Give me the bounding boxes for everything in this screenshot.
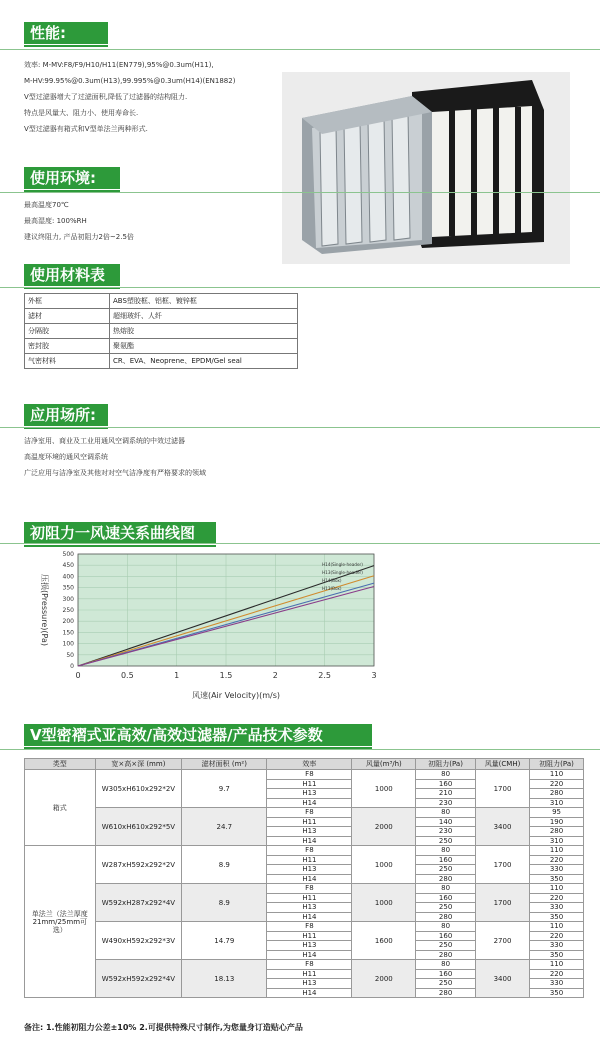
footnote: 备注: 1.性能初阻力公差±10% 2.可提供特殊尺寸制作,为您量身订造贴心产品: [24, 1023, 303, 1032]
materials-section: [0, 262, 600, 288]
spec-flow-m3h: 1000: [352, 846, 416, 884]
x-tick-label: 2.5: [318, 671, 332, 680]
spec-efficiency: H11: [267, 855, 352, 865]
material-value: ABS塑胶框、铝框、镀锌框: [110, 294, 298, 309]
spec-efficiency: H13: [267, 789, 352, 799]
environment-line: 最高湿度: 100%RH: [24, 217, 87, 225]
performance-line: 特点是风量大、阻力小、使用寿命长.: [24, 109, 139, 117]
spec-efficiency: H14: [267, 988, 352, 998]
y-tick-label: 450: [62, 562, 74, 570]
spec-resistance-2: 280: [530, 827, 584, 837]
x-tick-label: 2: [272, 671, 278, 680]
y-tick-label: 0: [70, 663, 74, 670]
legend-entry: H14(Box): [322, 578, 342, 583]
spec-efficiency: H14: [267, 874, 352, 884]
spec-efficiency: F8: [267, 960, 352, 970]
spec-resistance-1: 160: [416, 893, 476, 903]
materials-row: [25, 324, 298, 339]
materials-row: [25, 309, 298, 324]
spec-area: 14.79: [182, 922, 267, 960]
spec-efficiency: H13: [267, 941, 352, 951]
spec-efficiency: H13: [267, 903, 352, 913]
spec-resistance-2: 310: [530, 836, 584, 846]
spec-flow-cmh: 1700: [475, 770, 529, 808]
spec-resistance-1: 80: [416, 770, 476, 780]
spec-resistance-2: 330: [530, 865, 584, 875]
material-key: 滤材: [25, 309, 110, 324]
spec-size: W592xH287x292*4V: [95, 884, 182, 922]
spec-flow-cmh: 3400: [475, 960, 529, 998]
spec-resistance-1: 210: [416, 789, 476, 799]
spec-header-cell: 风量(m³/h): [352, 759, 416, 770]
y-tick-label: 50: [66, 651, 74, 659]
spec-resistance-1: 160: [416, 779, 476, 789]
spec-efficiency: H14: [267, 912, 352, 922]
spec-resistance-2: 330: [530, 903, 584, 913]
spec-resistance-2: 110: [530, 922, 584, 932]
spec-header-cell: 风量(CMH): [475, 759, 529, 770]
spec-efficiency: F8: [267, 846, 352, 856]
spec-efficiency: H13: [267, 827, 352, 837]
spec-resistance-1: 160: [416, 931, 476, 941]
spec-efficiency: H13: [267, 979, 352, 989]
spec-efficiency: F8: [267, 770, 352, 780]
spec-row: [25, 770, 584, 780]
y-tick-label: 200: [62, 618, 74, 626]
spec-resistance-2: 310: [530, 798, 584, 808]
spec-area: 9.7: [182, 770, 267, 808]
spec-resistance-2: 330: [530, 941, 584, 951]
spec-efficiency: H11: [267, 779, 352, 789]
spec-table: [24, 758, 584, 998]
spec-resistance-2: 110: [530, 770, 584, 780]
spec-resistance-1: 250: [416, 903, 476, 913]
spec-resistance-1: 250: [416, 865, 476, 875]
spec-resistance-1: 280: [416, 950, 476, 960]
spec-efficiency: H11: [267, 893, 352, 903]
spec-resistance-2: 350: [530, 950, 584, 960]
materials-row: [25, 354, 298, 369]
spec-area: 8.9: [182, 846, 267, 884]
spec-resistance-2: 330: [530, 979, 584, 989]
spec-flow-cmh: 1700: [475, 884, 529, 922]
spec-efficiency: H14: [267, 798, 352, 808]
materials-row: [25, 339, 298, 354]
spec-efficiency: H11: [267, 969, 352, 979]
spec-row: [25, 884, 584, 894]
spec-efficiency: H11: [267, 931, 352, 941]
y-tick-label: 500: [62, 551, 74, 558]
spec-resistance-2: 350: [530, 874, 584, 884]
environment-title: 使用环境:: [24, 167, 120, 189]
spec-resistance-1: 80: [416, 846, 476, 856]
spec-resistance-1: 230: [416, 798, 476, 808]
spec-row: [25, 922, 584, 932]
x-tick-label: 3: [371, 671, 377, 680]
spec-flow-m3h: 2000: [352, 960, 416, 998]
spec-resistance-1: 280: [416, 874, 476, 884]
spec-resistance-2: 110: [530, 960, 584, 970]
spec-flow-cmh: 2700: [475, 922, 529, 960]
material-value: 超细玻纤、人纤: [110, 309, 298, 324]
spec-resistance-2: 220: [530, 855, 584, 865]
y-tick-label: 300: [62, 595, 74, 603]
spec-resistance-2: 190: [530, 817, 584, 827]
spec-header-cell: 类型: [25, 759, 96, 770]
spec-header-cell: 宽×高×深 (mm): [95, 759, 182, 770]
spec-type: 单法兰（法兰厚度21mm/25mm可选）: [25, 846, 96, 998]
resistance-velocity-chart: [18, 550, 418, 710]
application-line: 广泛应用与洁净室及其他对对空气洁净度有严格要求的领域: [24, 469, 206, 477]
spec-resistance-2: 220: [530, 931, 584, 941]
spec-resistance-1: 80: [416, 960, 476, 970]
spec-size: W490xH592x292*3V: [95, 922, 182, 960]
spec-header-cell: 效率: [267, 759, 352, 770]
environment-line: 建议终阻力, 产品初阻力2倍~2.5倍: [24, 233, 134, 241]
material-key: 分隔胶: [25, 324, 110, 339]
environment-section: [0, 165, 600, 193]
x-tick-label: 0: [75, 671, 81, 680]
spec-resistance-1: 250: [416, 979, 476, 989]
spec-efficiency: H13: [267, 865, 352, 875]
spec-flow-m3h: 1000: [352, 770, 416, 808]
y-tick-label: 350: [62, 584, 74, 592]
material-value: CR、EVA、Neoprene、EPDM/Gel seal: [110, 354, 298, 369]
spec-efficiency: F8: [267, 922, 352, 932]
spec-resistance-1: 250: [416, 836, 476, 846]
spec-efficiency: H14: [267, 950, 352, 960]
legend-entry: H13(Single-header): [322, 570, 363, 575]
legend-entry: H13(Box): [322, 586, 342, 591]
performance-line: 效率: M-MV:F8/F9/H10/H11(EN779),95%@0.3um(H11),: [24, 61, 214, 69]
materials-row: [25, 294, 298, 309]
spec-header-cell: 初阻力(Pa): [530, 759, 584, 770]
spec-efficiency: H11: [267, 817, 352, 827]
spec-flow-m3h: 2000: [352, 808, 416, 846]
spec-efficiency: F8: [267, 808, 352, 818]
material-key: 外框: [25, 294, 110, 309]
performance-line: V型过滤器增大了过滤面积,降低了过滤器的结构阻力.: [24, 93, 188, 101]
spec-resistance-2: 220: [530, 969, 584, 979]
performance-line: V型过滤器有箱式和V型单法兰两种形式.: [24, 125, 148, 133]
spec-resistance-2: 110: [530, 884, 584, 894]
y-tick-label: 400: [62, 573, 74, 581]
performance-line: M-HV:99.95%@0.3um(H13),99.995%@0.3um(H14)(EN1882): [24, 77, 236, 85]
material-value: 聚氨酯: [110, 339, 298, 354]
x-axis-label: 风速(Air Velocity)(m/s): [191, 691, 281, 700]
spec-resistance-2: 110: [530, 846, 584, 856]
spec-resistance-2: 220: [530, 779, 584, 789]
materials-title: 使用材料表: [24, 264, 120, 286]
spec-size: W610xH610x292*5V: [95, 808, 182, 846]
spec-resistance-1: 280: [416, 988, 476, 998]
spec-header-cell: 初阻力(Pa): [416, 759, 476, 770]
spec-resistance-2: 95: [530, 808, 584, 818]
spec-resistance-1: 80: [416, 884, 476, 894]
spec-size: W305xH610x292*2V: [95, 770, 182, 808]
material-key: 气密材料: [25, 354, 110, 369]
spec-type: 箱式: [25, 770, 96, 846]
y-tick-label: 100: [62, 640, 74, 648]
spec-resistance-1: 250: [416, 941, 476, 951]
spec-resistance-1: 160: [416, 969, 476, 979]
spec-resistance-2: 350: [530, 912, 584, 922]
application-section: [0, 402, 600, 428]
material-key: 密封胶: [25, 339, 110, 354]
x-tick-label: 1.5: [219, 671, 233, 680]
legend-entry: H14(Single-header): [322, 562, 363, 567]
y-tick-label: 250: [62, 607, 74, 614]
performance-section: [0, 20, 600, 50]
spec-resistance-1: 140: [416, 817, 476, 827]
spec-resistance-1: 160: [416, 855, 476, 865]
x-tick-label: 0.5: [120, 671, 134, 680]
spec-flow-m3h: 1600: [352, 922, 416, 960]
spec-resistance-1: 80: [416, 808, 476, 818]
spec-row: [25, 846, 584, 856]
y-tick-label: 150: [62, 629, 74, 637]
spec-efficiency: H14: [267, 836, 352, 846]
spec-section: [0, 722, 600, 750]
spec-row: [25, 960, 584, 970]
application-line: 高温度环境的通风空调系统: [24, 453, 108, 461]
chart-title: 初阻力一风速关系曲线图: [24, 522, 216, 544]
performance-title: 性能:: [24, 22, 108, 44]
spec-area: 18.13: [182, 960, 267, 998]
spec-resistance-1: 230: [416, 827, 476, 837]
x-tick-label: 1: [174, 671, 180, 680]
materials-table: [24, 293, 298, 369]
material-value: 热熔胶: [110, 324, 298, 339]
chart-section: [0, 520, 600, 544]
spec-flow-cmh: 1700: [475, 846, 529, 884]
spec-header-row: [25, 759, 584, 770]
spec-resistance-1: 280: [416, 912, 476, 922]
spec-resistance-2: 220: [530, 893, 584, 903]
spec-title: V型密褶式亚高效/高效过滤器/产品技术参数: [24, 724, 372, 746]
spec-area: 8.9: [182, 884, 267, 922]
spec-efficiency: F8: [267, 884, 352, 894]
environment-line: 最高温度70℃: [24, 201, 69, 209]
y-axis-label: 压损(Pressure)(Pa): [40, 573, 49, 647]
spec-size: W287xH592x292*2V: [95, 846, 182, 884]
spec-resistance-2: 350: [530, 988, 584, 998]
spec-area: 24.7: [182, 808, 267, 846]
spec-size: W592xH592x292*4V: [95, 960, 182, 998]
spec-resistance-2: 280: [530, 789, 584, 799]
spec-flow-cmh: 3400: [475, 808, 529, 846]
application-title: 应用场所:: [24, 404, 108, 426]
application-line: 洁净室用、商业及工业用通风空调系统的中效过滤器: [24, 437, 185, 445]
spec-flow-m3h: 1000: [352, 884, 416, 922]
spec-header-cell: 滤材面积 (m²): [182, 759, 267, 770]
spec-row: [25, 808, 584, 818]
spec-resistance-1: 80: [416, 922, 476, 932]
